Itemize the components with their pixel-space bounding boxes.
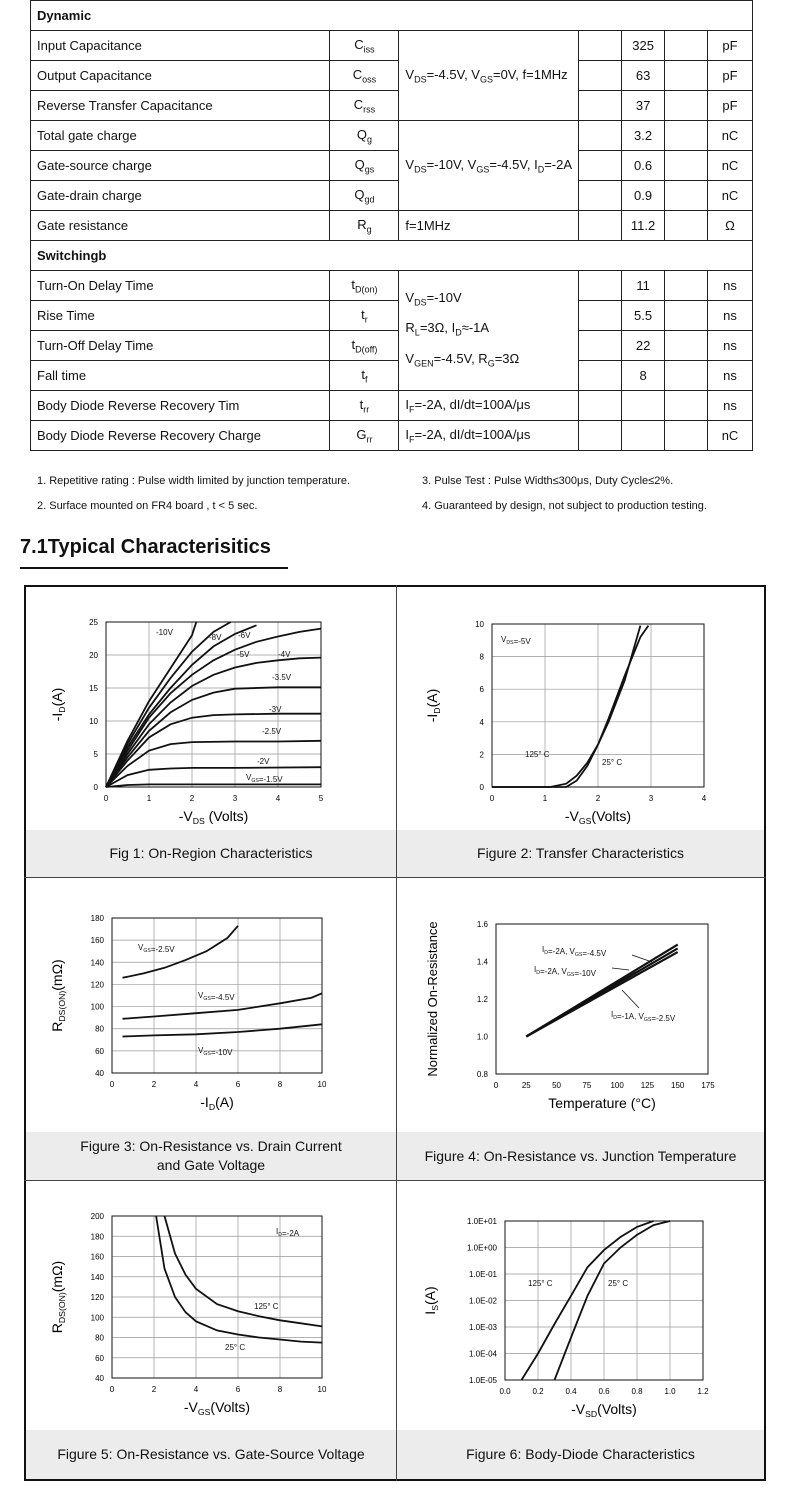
symbol-subscript: rss — [363, 104, 376, 115]
condition-capacitance: $V_{DS}=-4.5V$, $V_{GS}=0V$, f=1MHz — [399, 31, 579, 121]
series-label: $I_D=-2A$ — [276, 1227, 300, 1238]
y-tick-label: 160 — [90, 1252, 104, 1262]
y-tick-label: 0.8 — [476, 1070, 488, 1079]
x-tick-label: 0.6 — [598, 1387, 610, 1396]
pointer-line — [612, 968, 629, 970]
y-tick-label: 80 — [95, 1024, 104, 1034]
caption-fig1: Fig 1: On-Region Characteristics — [26, 830, 396, 877]
x-tick-label: 2 — [151, 1080, 157, 1089]
series-label: -5V — [237, 650, 250, 659]
y-tick-label: 1.0E-04 — [468, 1349, 497, 1359]
series-label: 125° C — [254, 1302, 279, 1311]
typ-value — [622, 391, 665, 421]
series-label: -3V — [269, 705, 282, 714]
x-tick-label: 4 — [193, 1385, 199, 1394]
x-tick-label: 4 — [701, 794, 707, 803]
y-tick-label: 40 — [95, 1069, 104, 1078]
series-label: $V_{GS}=-4.5V$ — [198, 991, 235, 1002]
symbol-subscript: D(off) — [355, 344, 378, 355]
y-tick-label: 140 — [90, 1272, 104, 1282]
series-label: $I_D=-1A$, $V_{GS}=-2.5V$ — [611, 1010, 676, 1023]
series-label: $V_{GS}=-2.5V$ — [138, 943, 175, 954]
series-line — [492, 626, 648, 787]
series-label: -3.5V — [272, 673, 292, 682]
min-cell — [579, 31, 622, 61]
symbol-subscript: rr — [366, 434, 373, 445]
param-symbol — [330, 151, 399, 181]
param-name: Turn-Off Delay Time — [31, 331, 330, 361]
typ-value: 11 — [622, 271, 665, 301]
title-underline — [20, 567, 288, 569]
series-label: $V_{GS}=-10V$ — [198, 1046, 233, 1057]
symbol-subscript: gd — [364, 194, 375, 205]
y-tick-label: 1.0E-02 — [468, 1296, 497, 1306]
param-name: Input Capacitance — [31, 31, 330, 61]
y-tick-label: 40 — [95, 1374, 104, 1383]
x-tick-label: 1 — [542, 794, 548, 803]
condition-switching: $V_{DS}=-10V$ $R_L=3\Omega$, $I_D\approx-1A$ $V_{GEN}=-4.5V$, $R_G=3\Omega$ — [399, 271, 579, 391]
series-label: $V_{DS}=-5V$ — [501, 635, 531, 646]
x-tick-label: 3 — [232, 794, 238, 803]
unit-value: ns — [708, 331, 753, 361]
y-tick-label: 2 — [479, 750, 484, 760]
max-cell — [665, 331, 708, 361]
x-tick-label: 0 — [109, 1080, 115, 1089]
series-label: $I_D=-2A$, $V_{GS}=-10V$ — [534, 965, 596, 978]
x-axis-label: Temperature (°C) — [548, 1095, 656, 1111]
series-label: 25° C — [602, 758, 623, 767]
max-cell — [665, 361, 708, 391]
caption-fig2: Figure 2: Transfer Characteristics — [397, 830, 764, 877]
max-cell — [665, 391, 708, 421]
x-tick-label: 1 — [146, 794, 152, 803]
unit-value: Ω — [708, 211, 753, 241]
series-label: -2V — [257, 757, 270, 766]
x-tick-label: 75 — [582, 1081, 592, 1090]
min-cell — [579, 301, 622, 331]
unit-value: ns — [708, 301, 753, 331]
param-symbol — [330, 301, 399, 331]
typ-value: 8 — [622, 361, 665, 391]
table-row — [31, 391, 753, 421]
symbol-subscript: r — [364, 314, 368, 325]
series-line — [123, 1024, 323, 1036]
x-tick-label: 175 — [701, 1081, 715, 1090]
grid-divider-row2 — [24, 1180, 766, 1181]
typ-value: 0.9 — [622, 181, 665, 211]
grid-divider-row1 — [24, 877, 766, 878]
max-cell — [665, 61, 708, 91]
max-cell — [665, 151, 708, 181]
condition-gate-resistance: f=1MHz — [399, 211, 579, 241]
table-row — [31, 211, 753, 241]
x-tick-label: 0.8 — [631, 1387, 643, 1396]
max-cell — [665, 271, 708, 301]
condition-charge: $V_{DS}=-10V$, $V_{GS}=-4.5V$, $I_D=-2A$ — [399, 121, 579, 211]
y-tick-label: 1.0 — [476, 1032, 488, 1042]
y-tick-label: 1.4 — [476, 957, 488, 967]
param-symbol — [330, 331, 399, 361]
x-axis-label: $-V_{GS}(Volts)$ — [564, 808, 632, 826]
x-tick-label: 1.0 — [664, 1387, 676, 1396]
param-name: Gate-source charge — [31, 151, 330, 181]
x-tick-label: 8 — [277, 1080, 283, 1089]
x-axis-label: $-V_{GS}(Volts)$ — [183, 1399, 251, 1417]
x-tick-label: 6 — [235, 1080, 241, 1089]
param-name: Total gate charge — [31, 121, 330, 151]
symbol-letter: t — [351, 276, 355, 292]
typ-value: 63 — [622, 61, 665, 91]
x-tick-label: 2 — [151, 1385, 157, 1394]
typ-value: 5.5 — [622, 301, 665, 331]
max-cell — [665, 31, 708, 61]
section-switching — [31, 241, 753, 271]
chart-fig5-ron-vs-vgs — [26, 1200, 396, 1428]
y-axis-label: Normalized On-Resistance — [425, 921, 440, 1077]
y-tick-label: 1.2 — [476, 995, 488, 1004]
y-tick-label: 1.0E+01 — [466, 1217, 497, 1226]
caption-fig3: Figure 3: On-Resistance vs. Drain Current and Gate Voltage — [26, 1132, 396, 1180]
y-tick-label: 0 — [93, 783, 98, 792]
chart-fig4-ron-vs-temp — [397, 900, 764, 1130]
y-tick-label: 100 — [90, 1313, 104, 1323]
table-row — [31, 151, 753, 181]
y-tick-label: 80 — [95, 1333, 104, 1343]
series-line — [526, 952, 677, 1036]
caption-fig5: Figure 5: On-Resistance vs. Gate-Source Voltage — [26, 1430, 396, 1479]
y-tick-label: 1.6 — [476, 920, 488, 929]
pointer-line — [632, 955, 652, 962]
min-cell — [579, 151, 622, 181]
symbol-letter: C — [352, 66, 363, 82]
x-tick-label: 50 — [552, 1081, 562, 1090]
x-tick-label: 100 — [610, 1081, 624, 1090]
y-tick-label: 5 — [93, 750, 98, 759]
note-4: 4. Guaranteed by design, not subject to production testing. — [422, 500, 707, 512]
symbol-subscript: g — [366, 224, 372, 235]
max-cell — [665, 181, 708, 211]
table-row — [31, 121, 753, 151]
x-tick-label: 0.4 — [565, 1387, 577, 1396]
chart-fig3-ron-vs-id — [26, 900, 396, 1130]
unit-value: nC — [708, 121, 753, 151]
y-tick-label: 200 — [90, 1212, 104, 1221]
y-axis-label: $R_{DS(ON)}(m\Omega)$ — [49, 1260, 67, 1334]
series-label: 25° C — [608, 1279, 629, 1288]
y-tick-label: 140 — [90, 958, 104, 968]
symbol-subscript: rr — [363, 404, 370, 415]
typ-value — [622, 421, 665, 451]
param-name: Body Diode Reverse Recovery Tim — [31, 391, 330, 421]
condition-recovery-charge: $I_F=-2A$, dI/dt=100A/μs — [399, 421, 579, 451]
min-cell — [579, 361, 622, 391]
chart-fig1-on-region — [26, 600, 396, 828]
x-axis-label: $-I_D(A)$ — [200, 1094, 234, 1112]
y-tick-label: 0 — [479, 783, 484, 792]
y-tick-label: 4 — [479, 717, 484, 727]
caption-fig6: Figure 6: Body-Diode Characteristics — [397, 1430, 764, 1479]
series-label: $I_D=-2A$, $V_{GS}=-4.5V$ — [542, 945, 607, 958]
x-axis-label: $-V_{SD}(Volts)$ — [571, 1401, 637, 1419]
typ-value: 37 — [622, 91, 665, 121]
max-cell — [665, 211, 708, 241]
param-symbol — [330, 181, 399, 211]
typ-value: 3.2 — [622, 121, 665, 151]
typ-value: 0.6 — [622, 151, 665, 181]
y-tick-label: 60 — [95, 1046, 104, 1056]
x-tick-label: 150 — [671, 1081, 685, 1090]
x-tick-label: 2 — [189, 794, 195, 803]
param-symbol — [330, 361, 399, 391]
x-tick-label: 125 — [640, 1081, 655, 1090]
y-tick-label: 1.0E-05 — [468, 1376, 497, 1385]
param-name: Rise Time — [31, 301, 330, 331]
table-row — [31, 271, 753, 301]
series-label: -6V — [238, 631, 251, 640]
param-symbol — [330, 121, 399, 151]
series-label: -4V — [278, 650, 291, 659]
unit-value: pF — [708, 31, 753, 61]
series-label: -8V — [209, 633, 222, 642]
x-tick-label: 0.0 — [499, 1387, 511, 1396]
param-name: Reverse Transfer Capacitance — [31, 91, 330, 121]
table-row — [31, 31, 753, 61]
y-tick-label: 1.0E-01 — [468, 1270, 497, 1279]
caption-fig4: Figure 4: On-Resistance vs. Junction Temperature — [397, 1132, 764, 1180]
unit-value: pF — [708, 91, 753, 121]
table-row — [31, 331, 753, 361]
y-axis-label: $I_S(A)$ — [422, 1286, 440, 1315]
note-1: 1. Repetitive rating : Pulse width limited by junction temperature. — [37, 475, 351, 487]
y-tick-label: 100 — [90, 1002, 104, 1012]
series-label: -10V — [156, 628, 173, 637]
y-tick-label: 1.0E+00 — [466, 1243, 497, 1253]
y-tick-label: 20 — [89, 651, 98, 660]
symbol-subscript: D(on) — [355, 284, 378, 295]
table-row — [31, 91, 753, 121]
table-row — [31, 361, 753, 391]
symbol-letter: t — [361, 306, 365, 322]
y-tick-label: 15 — [89, 684, 98, 693]
param-symbol — [330, 391, 399, 421]
param-name: Output Capacitance — [31, 61, 330, 91]
x-tick-label: 0 — [109, 1385, 115, 1394]
param-name: Fall time — [31, 361, 330, 391]
typ-value: 11.2 — [622, 211, 665, 241]
x-tick-label: 10 — [317, 1385, 327, 1394]
x-tick-label: 0 — [489, 794, 495, 803]
symbol-letter: C — [353, 96, 364, 112]
section-header: Switchingb — [31, 241, 753, 271]
symbol-letter: t — [351, 336, 356, 352]
y-tick-label: 160 — [90, 936, 104, 946]
note-3: 3. Pulse Test : Pulse Width≤300μs, Duty Cycle≤2%. — [422, 475, 674, 487]
max-cell — [665, 121, 708, 151]
symbol-letter: Q — [356, 126, 367, 142]
series-label: 25° C — [225, 1343, 246, 1352]
x-tick-label: 1.2 — [697, 1387, 709, 1396]
y-tick-label: 1.0E-03 — [468, 1323, 497, 1332]
min-cell — [579, 391, 622, 421]
y-axis-label: $-I_D(A)$ — [49, 687, 67, 722]
x-tick-label: 6 — [235, 1385, 241, 1394]
table-row — [31, 181, 753, 211]
condition-recovery-time: $I_F=-2A$, dI/dt=100A/μs — [399, 391, 579, 421]
min-cell — [579, 91, 622, 121]
section-dynamic — [31, 1, 753, 31]
x-tick-label: 5 — [318, 794, 324, 803]
y-tick-label: 25 — [89, 618, 98, 627]
unit-value: ns — [708, 391, 753, 421]
unit-value: ns — [708, 361, 753, 391]
x-tick-label: 25 — [521, 1081, 531, 1090]
symbol-letter: R — [357, 216, 367, 232]
symbol-letter: G — [356, 426, 367, 442]
x-tick-label: 0.2 — [532, 1387, 544, 1396]
y-tick-label: 60 — [95, 1353, 104, 1363]
param-symbol — [330, 91, 399, 121]
param-symbol — [330, 61, 399, 91]
y-tick-label: 180 — [90, 1232, 104, 1242]
symbol-letter: Q — [354, 186, 365, 202]
param-symbol — [330, 421, 399, 451]
param-name: Gate-drain charge — [31, 181, 330, 211]
y-tick-label: 120 — [90, 1293, 104, 1302]
param-symbol — [330, 31, 399, 61]
table-row — [31, 421, 753, 451]
x-tick-label: 10 — [317, 1080, 327, 1089]
min-cell — [579, 121, 622, 151]
symbol-letter: t — [361, 366, 365, 382]
unit-value: nC — [708, 181, 753, 211]
y-tick-label: 180 — [90, 914, 104, 923]
param-name: Gate resistance — [31, 211, 330, 241]
y-axis-label: $R_{DS(ON)}(m\Omega)$ — [49, 959, 67, 1032]
max-cell — [665, 301, 708, 331]
min-cell — [579, 61, 622, 91]
symbol-subscript: g — [367, 134, 373, 145]
series-label: 125° C — [528, 1279, 553, 1288]
symbol-letter: t — [359, 396, 364, 412]
symbol-subscript: iss — [363, 44, 375, 55]
x-tick-label: 2 — [595, 794, 601, 803]
chart-fig2-transfer — [397, 600, 764, 828]
min-cell — [579, 331, 622, 361]
unit-value: nC — [708, 151, 753, 181]
x-tick-label: 0 — [103, 794, 109, 803]
symbol-subscript: oss — [362, 74, 377, 85]
y-tick-label: 8 — [479, 652, 484, 662]
y-axis-label: $-I_D(A)$ — [424, 688, 442, 723]
series-label: $V_{GS}=-1.5V$ — [246, 773, 283, 784]
param-symbol — [330, 271, 399, 301]
min-cell — [579, 271, 622, 301]
symbol-letter: C — [354, 36, 364, 52]
symbol-subscript: f — [365, 374, 368, 385]
param-symbol — [330, 211, 399, 241]
param-name: Turn-On Delay Time — [31, 271, 330, 301]
table-row — [31, 61, 753, 91]
table-row — [31, 301, 753, 331]
y-tick-label: 10 — [475, 620, 484, 629]
y-tick-label: 120 — [90, 980, 104, 990]
x-tick-label: 3 — [648, 794, 654, 803]
series-label: -2.5V — [262, 727, 282, 736]
min-cell — [579, 421, 622, 451]
pointer-line — [622, 990, 639, 1008]
x-tick-label: 8 — [277, 1385, 283, 1394]
spec-table — [30, 0, 753, 451]
x-tick-label: 0 — [493, 1081, 499, 1090]
symbol-letter: Q — [354, 156, 365, 172]
series-label: 125° C — [525, 750, 550, 759]
typ-value: 22 — [622, 331, 665, 361]
y-tick-label: 6 — [479, 685, 484, 695]
param-name: Body Diode Reverse Recovery Charge — [31, 421, 330, 451]
unit-value: ns — [708, 271, 753, 301]
section-header: Dynamic — [31, 1, 753, 31]
unit-value: pF — [708, 61, 753, 91]
min-cell — [579, 211, 622, 241]
chart-fig6-body-diode — [397, 1200, 764, 1428]
y-tick-label: 10 — [89, 717, 98, 726]
min-cell — [579, 181, 622, 211]
max-cell — [665, 421, 708, 451]
x-tick-label: 4 — [193, 1080, 199, 1089]
max-cell — [665, 91, 708, 121]
section-title: 7.1Typical Characterisitics — [20, 536, 271, 558]
typ-value: 325 — [622, 31, 665, 61]
x-axis-label: $-V_{DS}$ (Volts) — [178, 808, 249, 826]
note-2: 2. Surface mounted on FR4 board , t < 5 sec. — [37, 500, 258, 512]
unit-value: nC — [708, 421, 753, 451]
symbol-subscript: gs — [364, 164, 375, 175]
x-tick-label: 4 — [275, 794, 281, 803]
